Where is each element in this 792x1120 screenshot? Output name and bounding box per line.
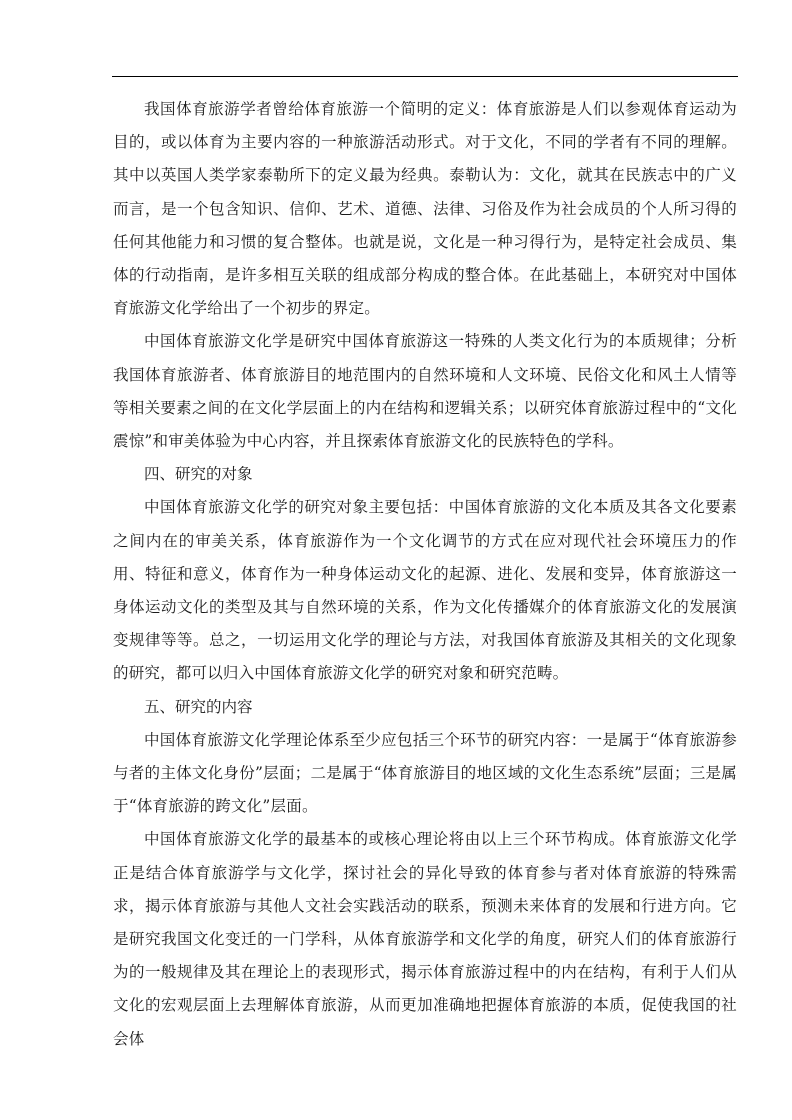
paragraph-research-object: 中国体育旅游文化学的研究对象主要包括：中国体育旅游的文化本质及其各文化要素之间内在的审美关系，体育旅游作为一个文化调节的方式在应对现代社会环境压力的作用、特征和意义，体育作为一种身体运动文化的起源、进化、发展和变异，体育旅游这一身体运动文化的类型及其与自然环境的关系，作为文化传播媒介的体育旅游文化的发展演变规律等等。总之，一切运用文化学的理论与方法，对我国体育旅游及其相关的文化现象的研究，都可以归入中国体育旅游文化学的研究对象和研究范畴。 [113, 498, 737, 683]
paragraph-discipline: 中国体育旅游文化学是研究中国体育旅游这一特殊的人类文化行为的本质规律；分析我国体育旅游者、体育旅游目的地范围内的自然环境和人文环境、民俗文化和风土人情等等相关要素之间的在文化学层面上的内在结构和逻辑关系；以研究体育旅游过程中的“文化震惊”和审美体验为中心内容，并且探索体育旅游文化的民族特色的学科。 [113, 332, 737, 451]
document-body [113, 93, 737, 1056]
section-heading-research-object: 四、研究的对象 [144, 465, 253, 484]
paragraph-research-content: 中国体育旅游文化学理论体系至少应包括三个环节的研究内容：一是属于“体育旅游参与者的主体文化身份”层面；二是属于“体育旅游目的地区域的文化生态系统”层面；三是属于“体育旅游的跨文化”层面。 [113, 730, 737, 816]
paragraph-definition: 我国体育旅游学者曾给体育旅游一个简明的定义：体育旅游是人们以参观体育运动为目的，或以体育为主要内容的一种旅游活动形式。对于文化，不同的学者有不同的理解。其中以英国人类学家泰勒所下的定义最为经典。泰勒认为：文化，就其在民族志中的广义而言，是一个包含知识、信仰、艺术、道德、法律、习俗及作为社会成员的个人所习得的任何其他能力和习惯的复合整体。也就是说，文化是一种习得行为，是特定社会成员、集体的行动指南，是许多相互关联的组成部分构成的整合体。在此基础上，本研究对中国体育旅游文化学给出了一个初步的界定。 [113, 100, 737, 318]
header-rule [112, 76, 738, 77]
paragraph-core-theory: 中国体育旅游文化学的最基本的或核心理论将由以上三个环节构成。体育旅游文化学正是结合体育旅游学与文化学，探讨社会的异化导致的体育参与者对体育旅游的特殊需求，揭示体育旅游与其他人文社会实践活动的联系，预测未来体育的发展和行进方向。它是研究我国文化变迁的一门学科，从体育旅游学和文化学的角度，研究人们的体育旅游行为的一般规律及其在理论上的表现形式，揭示体育旅游过程中的内在结构，有利于人们从文化的宏观层面上去理解体育旅游，从而更加准确地把握体育旅游的本质，促使我国的社会体 [113, 830, 737, 1048]
section-heading-research-content: 五、研究的内容 [144, 697, 253, 716]
